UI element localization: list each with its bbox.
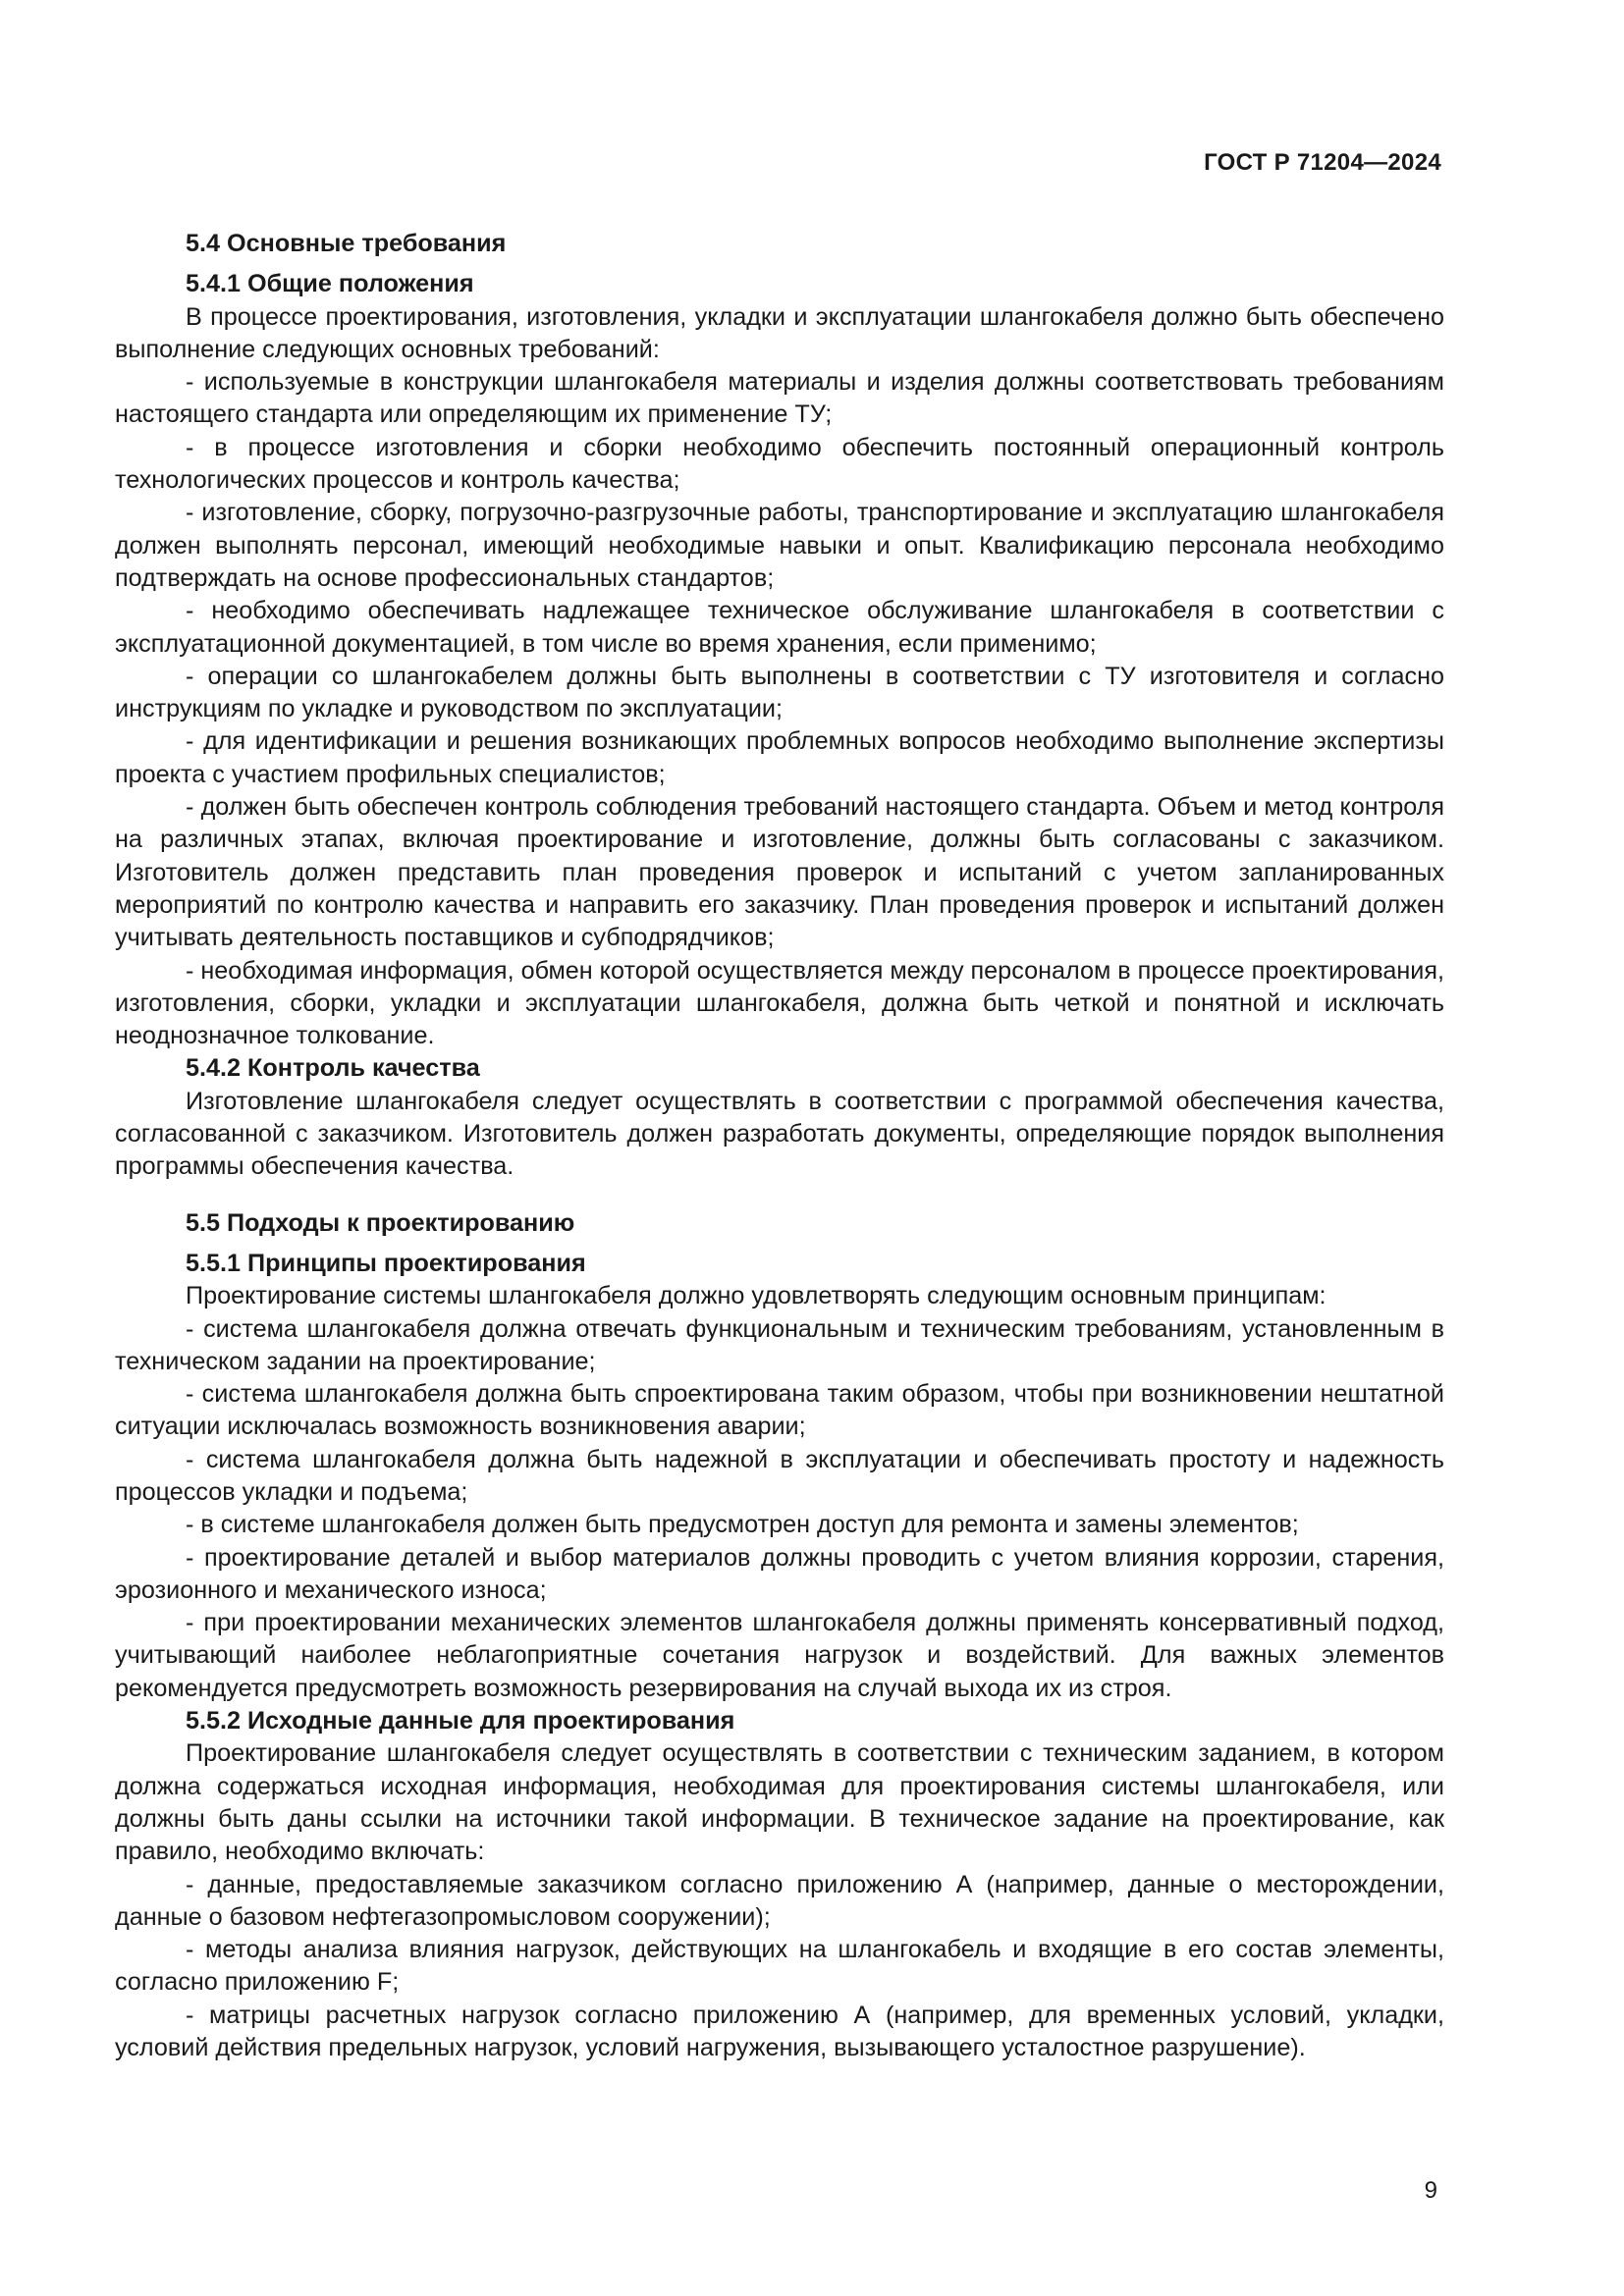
body-paragraph: - необходимая информация, обмен которой осуществляется между персоналом в процессе проектирования, изготовления, сборки, укладки и эксплуатации шлангокабеля, должна быть четкой и понятной и исключать неоднозначное толкование. [115,956,1444,1050]
section-heading: 5.5.1 Принципы проектирования [186,1249,586,1277]
body-paragraph: - система шлангокабеля должна быть спроектирована таким образом, чтобы при возникновении нештатной ситуации исключалась возможность возникновения аварии; [115,1380,1444,1441]
body-paragraph: - в системе шлангокабеля должен быть предусмотрен доступ для ремонта и замены элементов; [186,1511,1299,1539]
body-paragraph: - методы анализа влияния нагрузок, действующих на шлангокабель и входящие в его состав элементы, согласно приложению F; [115,1936,1444,1997]
body-paragraph: - должен быть обеспечен контроль соблюдения требований настоящего стандарта. Объем и метод контроля на различных этапах, включая проектирование и изготовление, должны быть согласованы с заказчиком. Изготовитель должен представить план проведения проверок и испытаний с учетом запланированных мероприятий по контролю качества и направить его заказчику. План проведения проверок и испытаний должен учитывать деятельность поставщиков и субподрядчиков; [115,793,1444,952]
document-standard-id: ГОСТ Р 71204—2024 [1204,149,1441,176]
body-paragraph: В процессе проектирования, изготовления, укладки и эксплуатации шлангокабеля должно быть обеспечено выполнение следующих основных требований: [115,302,1444,363]
page-number: 9 [1424,2177,1437,2204]
section-heading: 5.4.1 Общие положения [186,270,474,298]
body-paragraph: - операции со шлангокабелем должны быть выполнены в соответствии с ТУ изготовителя и согласно инструкциям по укладке и руководством по эксплуатации; [115,662,1444,723]
body-paragraph: - изготовление, сборку, погрузочно-разгрузочные работы, транспортирование и эксплуатацию шлангокабеля должен выполнять персонал, имеющий необходимые навыки и опыт. Квалификацию персонала необходимо подтверждать на основе профессиональных стандартов; [115,499,1444,592]
body-paragraph: - матрицы расчетных нагрузок согласно приложению А (например, для временных условий, укладки, условий действия предельных нагрузок, условий нагружения, вызывающего усталостное разрушение). [115,2001,1444,2062]
body-paragraph: - система шлангокабеля должна отвечать функциональным и техническим требованиям, установленным в техническом задании на проектирование; [115,1314,1444,1375]
body-paragraph: Проектирование системы шлангокабеля должно удовлетворять следующим основным принципам: [186,1282,1326,1310]
section-heading: 5.4.2 Контроль качества [186,1054,480,1083]
body-paragraph: - при проектировании механических элементов шлангокабеля должны применять консервативный подход, учитывающий наиболее неблагоприятные сочетания нагрузок и воздействий. Для важных элементов рекомендуется предусмотреть возможность резервирования на случай выхода их из строя. [115,1609,1444,1702]
body-paragraph: Изготовление шлангокабеля следует осуществлять в соответствии с программой обеспечения качества, согласованной с заказчиком. Изготовитель должен разработать документы, определяющие порядок выполнения программы обеспечения качества. [115,1087,1444,1181]
section-heading: 5.5 Подходы к проектированию [186,1208,575,1237]
section-heading: 5.5.2 Исходные данные для проектирования [186,1707,735,1735]
section-spacer [115,1240,1444,1248]
body-paragraph: - данные, предоставляемые заказчиком согласно приложению А (например, данные о месторождении, данные о базовом нефтегазопромысловом сооружении); [115,1870,1444,1931]
section-spacer [115,260,1444,268]
body-paragraph: - проектирование деталей и выбор материалов должны проводить с учетом влияния коррозии, старения, эрозионного и механического износа; [115,1543,1444,1604]
document-body [115,228,1444,2064]
body-paragraph: - для идентификации и решения возникающих проблемных вопросов необходимо выполнение экспертизы проекта с участием профильных специалистов; [115,727,1444,788]
body-paragraph: - необходимо обеспечивать надлежащее техническое обслуживание шлангокабеля в соответствии с эксплуатационной документацией, в том числе во время хранения, если применимо; [115,597,1444,658]
body-paragraph: - используемые в конструкции шлангокабеля материалы и изделия должны соответствовать требованиям настоящего стандарта или определяющим их применение ТУ; [115,368,1444,429]
section-spacer [115,1184,1444,1207]
body-paragraph: Проектирование шлангокабеля следует осуществлять в соответствии с техническим заданием, в котором должна содержаться исходная информация, необходимая для проектирования системы шлангокабеля, или должны быть даны ссылки на источники такой информации. В техническое задание на проектирование, как правило, необходимо включать: [115,1739,1444,1866]
section-heading: 5.4 Основные требования [186,230,507,257]
body-paragraph: - система шлангокабеля должна быть надежной в эксплуатации и обеспечивать простоту и надежность процессов укладки и подъема; [115,1445,1444,1506]
body-paragraph: - в процессе изготовления и сборки необходимо обеспечить постоянный операционный контроль технологических процессов и контроль качества; [115,433,1444,495]
